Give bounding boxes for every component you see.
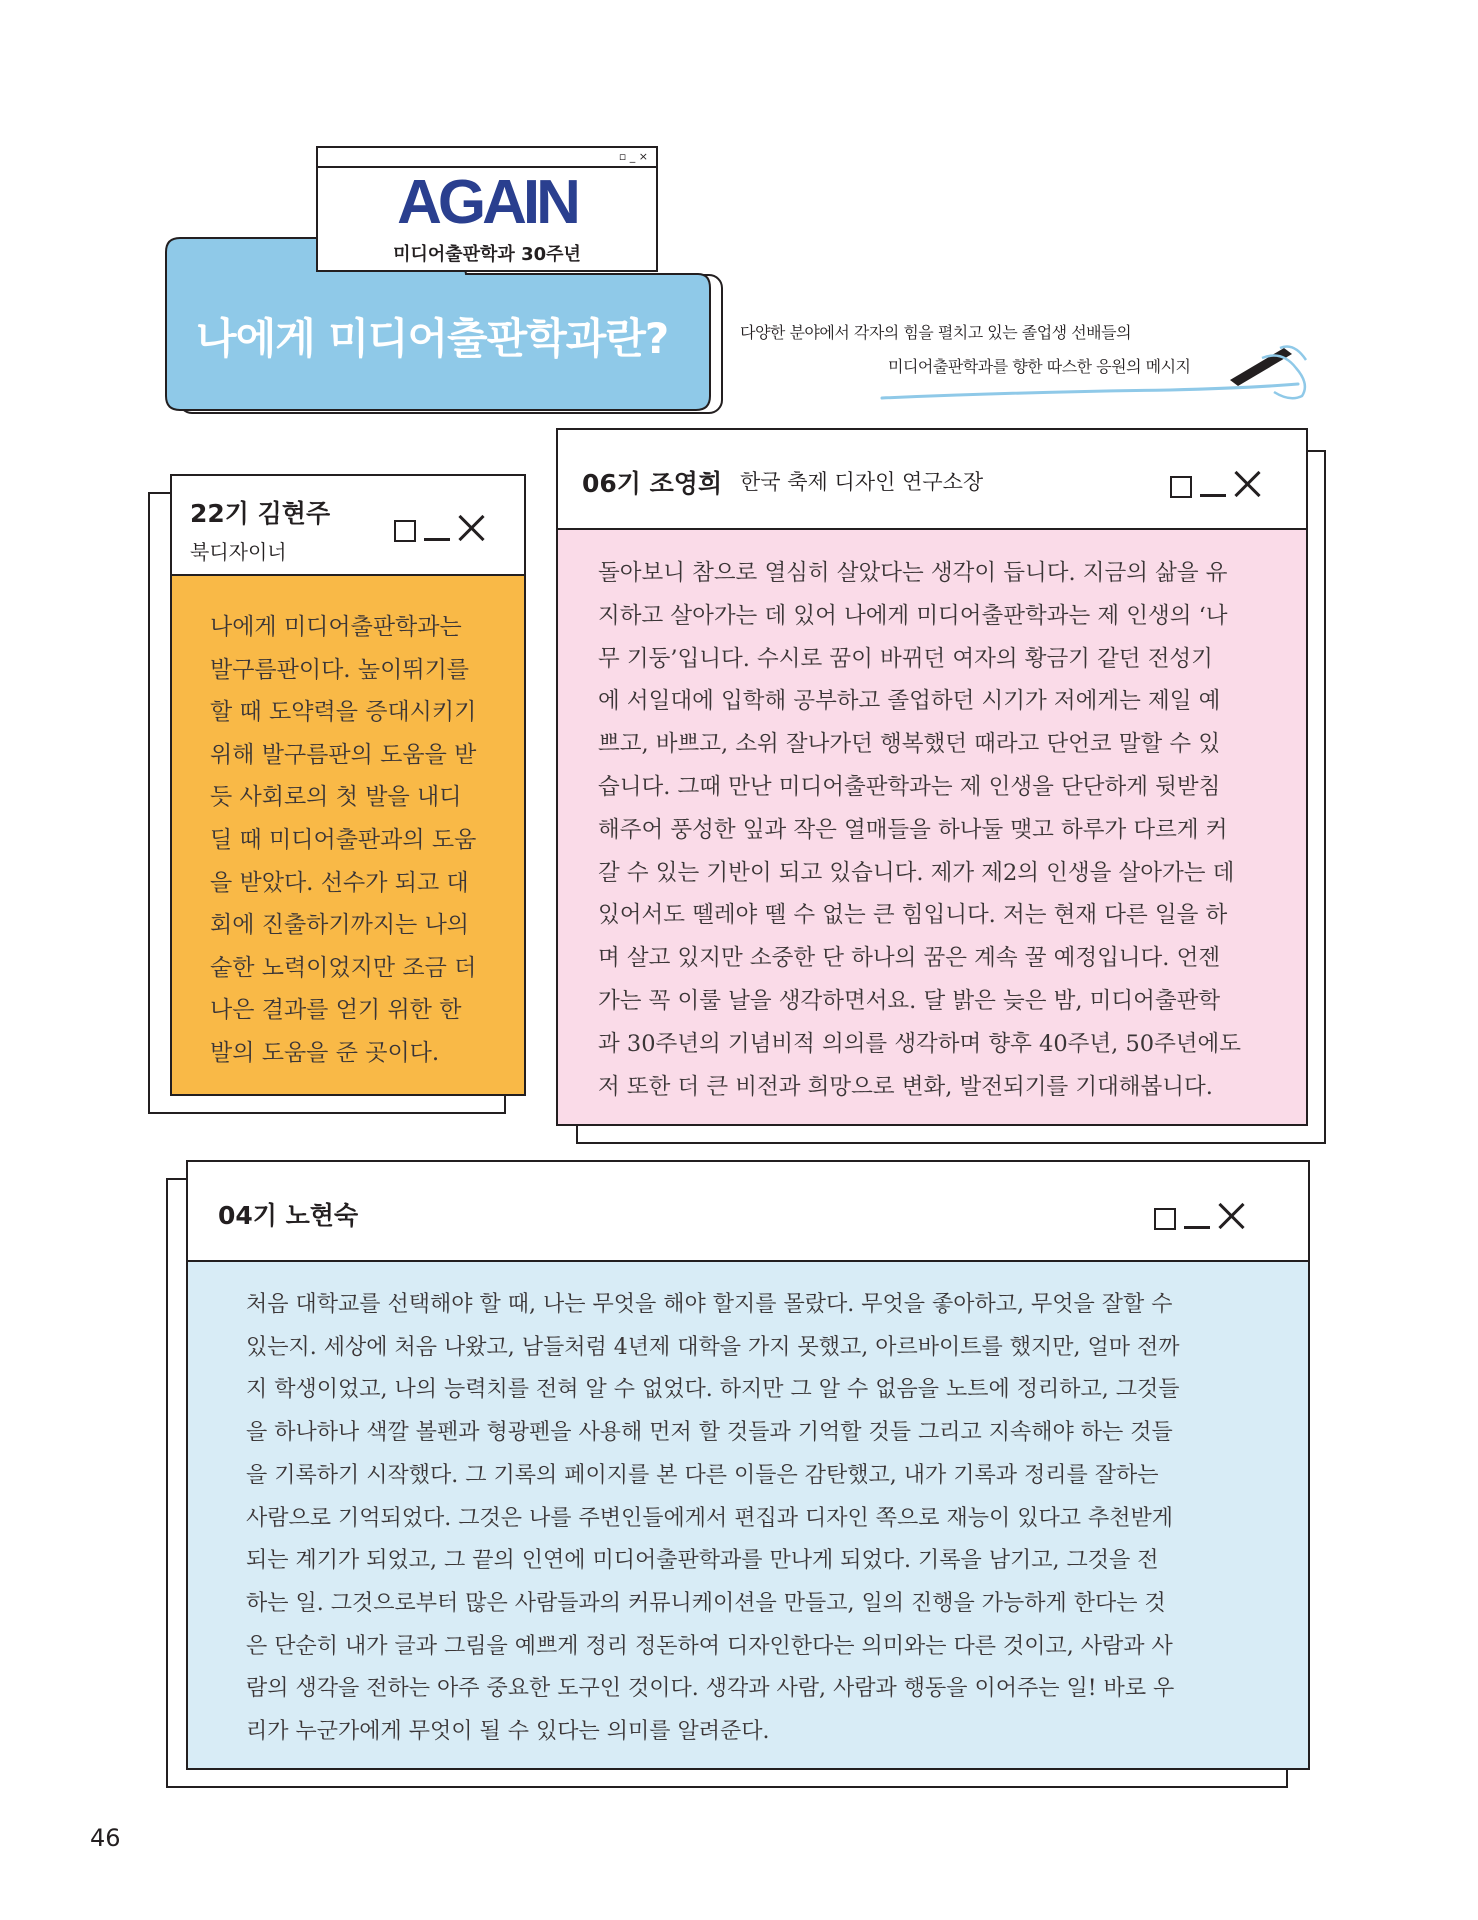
card-1-window	[170, 474, 526, 1096]
text-line: 딜 때 미디어출판과의 도움	[210, 826, 477, 853]
card-1-window-controls	[394, 514, 486, 542]
text-line: 을 하나하나 색깔 볼펜과 형광펜을 사용해 먼저 할 것들과 기억할 것들 그리고 지속해야 하는 것들	[246, 1420, 1173, 1446]
minimize-icon	[1184, 1226, 1210, 1229]
page-title: 나에게 미디어출판학과란?	[196, 314, 669, 363]
text-line: 갈 수 있는 기반이 되고 있습니다. 제가 제2의 인생을 살아가는 데	[598, 859, 1235, 886]
maximize-icon	[394, 520, 416, 542]
card-3-body	[188, 1262, 1308, 1768]
text-line: 을 기록하기 시작했다. 그 기록의 페이지를 본 다른 이들은 감탄했고, 내가 기록과 정리를 잘하는	[246, 1462, 1159, 1488]
anniversary-label: 미디어출판학과 30주년	[393, 244, 581, 265]
text-line: 해주어 풍성한 잎과 작은 열매들을 하나둘 맺고 하루가 다르게 커	[598, 816, 1228, 843]
card-2-titlebar	[558, 430, 1306, 530]
text-line: 숱한 노력이었지만 조금 더	[210, 954, 477, 981]
text-line: 을 받았다. 선수가 되고 대	[210, 869, 469, 896]
text-line: 되는 계기가 되었고, 그 끝의 인연에 미디어출판학과를 만나게 되었다. 기록을 남기고, 그것을 전	[246, 1548, 1159, 1574]
text-line: 회에 진출하기까지는 나의	[210, 912, 470, 939]
text-line: 나에게 미디어출판학과는	[210, 614, 462, 640]
card-3-titlebar	[188, 1162, 1308, 1262]
again-logo: AGAIN	[397, 168, 577, 237]
close-icon	[458, 514, 486, 542]
text-line: 듯 사회로의 첫 발을 내디	[210, 784, 462, 811]
text-line: 지 학생이었고, 나의 능력치를 전혀 알 수 없었다. 하지만 그 알 수 없음을 노트에 정리하고, 그것들	[246, 1377, 1180, 1403]
card-2-name: 06기 조영희	[582, 469, 723, 498]
card-2-role: 한국 축제 디자인 연구소장	[740, 470, 984, 494]
maximize-icon	[1170, 476, 1192, 498]
minimize-icon	[1200, 494, 1226, 497]
card-2-window	[556, 428, 1308, 1126]
text-line: 에 서일대에 입학해 공부하고 졸업하던 시기가 저에게는 제일 예	[598, 688, 1221, 715]
text-line: 사람으로 기억되었다. 그것은 나를 주변인들에게서 편집과 디자인 쪽으로 재능이 있다고 추천받게	[246, 1505, 1174, 1531]
pen-illustration	[870, 340, 1320, 410]
card-1-role: 북디자이너	[190, 540, 287, 564]
text-line: 리가 누군가에게 무엇이 될 수 있다는 의미를 알려준다.	[246, 1719, 770, 1745]
text-line: 저 또한 더 큰 비전과 희망으로 변화, 발전되기를 기대해봅니다.	[598, 1073, 1213, 1100]
text-line: 하는 일. 그것으로부터 많은 사람들과의 커뮤니케이션을 만들고, 일의 진행을 가능하게 한다는 것	[246, 1590, 1166, 1616]
mini-window-controls: ▫ _ ×	[618, 150, 648, 163]
minimize-icon	[424, 538, 450, 541]
text-line: 발의 도움을 준 곳이다.	[210, 1039, 440, 1066]
again-logo-window	[316, 146, 658, 272]
text-line: 쁘고, 바쁘고, 소위 잘나가던 행복했던 때라고 단언코 말할 수 있	[598, 731, 1221, 758]
text-line: 무 기둥’입니다. 수시로 꿈이 바뀌던 여자의 황금기 같던 전성기	[598, 645, 1213, 672]
card-2-window-controls	[1170, 470, 1262, 498]
text-line: 발구름판이다. 높이뛰기를	[210, 656, 470, 683]
text-line: 위해 발구름판의 도움을 받	[210, 741, 477, 768]
intro-line-2: 미디어출판학과를 향한 따스한 응원의 메시지	[888, 357, 1191, 376]
text-line: 있어서도 뗄레야 뗄 수 없는 큰 힘입니다. 저는 현재 다른 일을 하	[598, 902, 1228, 929]
close-icon	[1218, 1202, 1246, 1230]
text-line: 지하고 살아가는 데 있어 나에게 미디어출판학과는 제 인생의 ‘나	[598, 602, 1228, 629]
text-line: 람의 생각을 전하는 아주 중요한 도구인 것이다. 생각과 사람, 사람과 행동을 이어주는 일! 바로 우	[246, 1676, 1175, 1702]
text-line: 처음 대학교를 선택해야 할 때, 나는 무엇을 해야 할지를 몰랐다. 무엇을 좋아하고, 무엇을 잘할 수	[246, 1292, 1173, 1317]
card-3-window	[186, 1160, 1310, 1770]
card-1-titlebar	[172, 476, 524, 576]
text-line: 과 30주년의 기념비적 의의를 생각하며 향후 40주년, 50주년에도	[598, 1030, 1242, 1057]
text-line: 은 단순히 내가 글과 그림을 예쁘게 정리 정돈하여 디자인한다는 의미와는 다른 것이고, 사람과 사	[246, 1633, 1173, 1659]
intro-line-1: 다양한 분야에서 각자의 힘을 펼치고 있는 졸업생 선배들의	[740, 323, 1132, 342]
text-line: 나은 결과를 얻기 위한 한	[210, 997, 462, 1024]
text-line: 돌아보니 참으로 열심히 살았다는 생각이 듭니다. 지금의 삶을 유	[598, 560, 1228, 586]
card-1-body	[172, 576, 524, 1094]
text-line: 할 때 도약력을 증대시키기	[210, 699, 477, 726]
text-line: 습니다. 그때 만난 미디어출판학과는 제 인생을 단단하게 뒷받침	[598, 773, 1221, 800]
text-line: 가는 꼭 이룰 날을 생각하면서요. 달 밝은 늦은 밤, 미디어출판학	[598, 987, 1221, 1014]
page-number: 46	[90, 1824, 121, 1852]
card-1-name: 22기 김현주	[190, 499, 331, 528]
card-3-window-controls	[1154, 1202, 1246, 1230]
text-line: 며 살고 있지만 소중한 단 하나의 꿈은 계속 꿀 예정입니다. 언젠	[598, 945, 1221, 972]
maximize-icon	[1154, 1208, 1176, 1230]
text-line: 있는지. 세상에 처음 나왔고, 남들처럼 4년제 대학을 가지 못했고, 아르바이트를 했지만, 얼마 전까	[246, 1334, 1180, 1360]
close-icon	[1234, 470, 1262, 498]
card-2-body	[558, 530, 1306, 1124]
card-3-name: 04기 노현숙	[218, 1201, 359, 1230]
